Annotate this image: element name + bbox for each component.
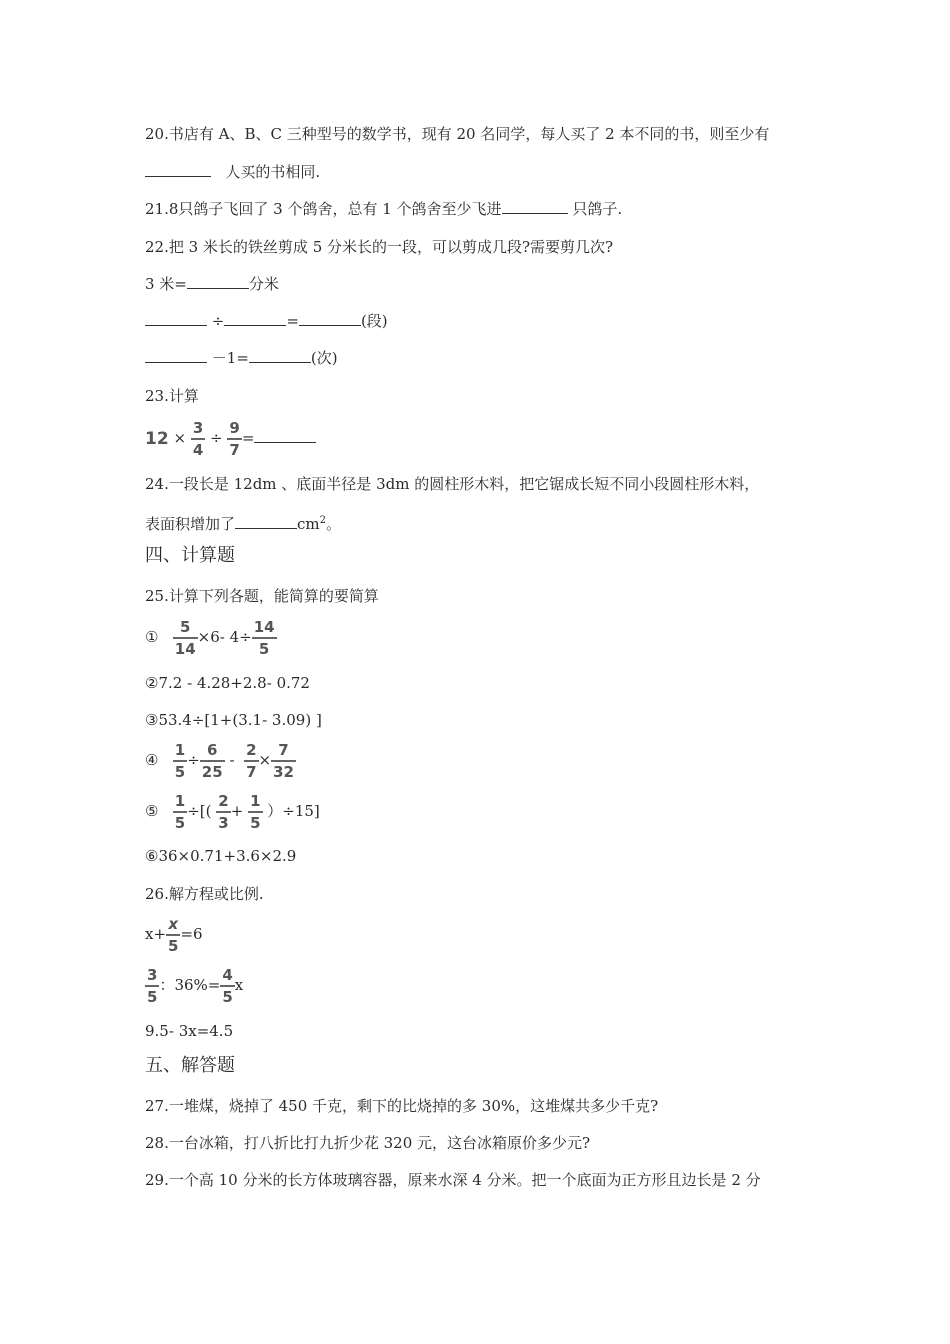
numerator: 9 (227, 418, 241, 440)
answer-blank[interactable] (145, 162, 211, 177)
denominator: 7 (229, 441, 240, 459)
q22-unit: (段) (360, 312, 388, 330)
equation-text: =6 (180, 925, 203, 943)
q26-equation-1 (145, 914, 203, 956)
equation-text: x+ (145, 925, 167, 943)
numerator: 1 (248, 791, 262, 813)
q20-text: 人买的书相同. (225, 163, 321, 181)
times-sign: × (173, 429, 187, 447)
fraction (227, 418, 241, 460)
equation-text: x (234, 976, 244, 994)
q21 (145, 199, 622, 219)
numerator: 3 (145, 965, 159, 987)
numerator: 1 (173, 791, 187, 813)
numerator: 6 (200, 740, 225, 762)
fraction (248, 791, 262, 833)
denominator: 25 (201, 763, 223, 781)
q23-expression (145, 418, 316, 460)
q20-line2 (145, 162, 320, 182)
fraction (173, 791, 187, 833)
equals-sign: = (286, 312, 299, 330)
equals-sign: = (241, 429, 255, 447)
numerator: 14 (252, 617, 277, 639)
q22-text: －1= (211, 349, 249, 367)
q24-line2 (145, 511, 341, 534)
fraction (145, 965, 159, 1007)
denominator: 5 (258, 640, 270, 658)
fraction (173, 740, 187, 782)
expr-text: ×6- 4÷ (197, 628, 252, 646)
q21-text-end: 只鸽子. (572, 200, 623, 218)
numerator: 4 (220, 965, 234, 987)
numerator: 1 (173, 740, 187, 762)
denominator: 32 (273, 763, 294, 781)
numerator: 2 (216, 791, 230, 813)
fraction (216, 791, 230, 833)
fraction (252, 617, 277, 659)
q22-unit: 分米 (248, 275, 279, 293)
minus-sign: - (229, 751, 235, 769)
q26-question: 26.解方程或比例. (145, 885, 264, 903)
denominator: 5 (174, 763, 186, 781)
item-number: ⑤ (145, 802, 159, 820)
q25-item-5 (145, 791, 320, 833)
q25-item-1 (145, 617, 277, 659)
q28: 28.一台冰箱，打八折比打九折少花 320 元，这台冰箱原价多少元? (145, 1134, 591, 1152)
fraction (191, 418, 205, 460)
fraction (173, 617, 198, 659)
q25-item-4 (145, 740, 296, 782)
numerator: 2 (244, 740, 258, 762)
denominator: 5 (174, 814, 186, 832)
q25-item-3: ③53.4÷[1+(3.1- 3.09) ] (145, 711, 322, 729)
answer-blank[interactable] (254, 428, 316, 443)
q23-question: 23.计算 (145, 387, 199, 405)
numerator: 7 (271, 740, 296, 762)
answer-blank[interactable] (249, 348, 311, 363)
q24-superscript: 2 (319, 515, 327, 526)
denominator: 5 (147, 988, 158, 1006)
fraction (220, 965, 234, 1007)
answer-blank[interactable] (145, 311, 207, 326)
q26-equation-2 (145, 965, 243, 1007)
q25-item-6: ⑥36×0.71+3.6×2.9 (145, 847, 297, 865)
section-5-heading: 五、解答题 (145, 1055, 235, 1076)
fraction (166, 914, 180, 956)
numerator: 3 (191, 418, 205, 440)
answer-blank[interactable] (145, 348, 207, 363)
equation-text: ：36%= (159, 976, 221, 994)
denominator: 4 (192, 441, 204, 459)
q25-question: 25.计算下列各题，能简算的要简算 (145, 587, 379, 605)
plus-sign: + (230, 802, 244, 820)
q22-line1 (145, 274, 279, 294)
denominator: 5 (250, 814, 261, 832)
times-sign: × (258, 751, 272, 769)
answer-blank[interactable] (299, 311, 361, 326)
q22-question: 22.把 3 米长的铁丝剪成 5 分米长的一段，可以剪成几段?需要剪几次? (145, 238, 614, 256)
answer-blank[interactable] (224, 311, 286, 326)
section-4-heading: 四、计算题 (145, 545, 235, 566)
bracket-text: ）÷15] (267, 802, 320, 820)
numerator: x (166, 914, 180, 936)
q25-item-2: ②7.2 - 4.28+2.8- 0.72 (145, 674, 310, 692)
q24-end: 。 (326, 515, 342, 533)
fraction (271, 740, 296, 782)
q20-line1: 20.书店有 A、B、C 三种型号的数学书，现有 20 名同学，每人买了 2 本不同的书，则至少有 (145, 125, 770, 143)
q22-unit: (次) (310, 349, 338, 367)
q22-line2 (145, 311, 388, 331)
numerator: 5 (173, 617, 198, 639)
item-number: ④ (145, 751, 159, 769)
item-number: ① (145, 628, 159, 646)
q23-number: 12 (145, 429, 169, 449)
answer-blank[interactable] (187, 274, 249, 289)
q24-unit: cm (297, 515, 320, 533)
answer-blank[interactable] (502, 199, 568, 214)
q22-text: 3 米= (145, 275, 187, 293)
q29: 29.一个高 10 分米的长方体玻璃容器，原来水深 4 分米。把一个底面为正方形且边长是 2 分 (145, 1171, 761, 1189)
denominator: 5 (168, 937, 179, 955)
divide-sign: ÷ (211, 312, 225, 330)
q24-text: 表面积增加了 (145, 515, 236, 533)
denominator: 7 (246, 763, 257, 781)
q24-line1: 24.一段长是 12dm 、底面半径是 3dm 的圆柱形木料，把它锯成长短不同小段圆柱形木料， (145, 475, 760, 493)
q21-text: 21.8只鸽子飞回了 3 个鸽舍，总有 1 个鸽舍至少飞进 (145, 200, 502, 218)
q26-equation-3: 9.5- 3x=4.5 (145, 1022, 234, 1040)
bracket-text: ÷[( (187, 802, 212, 820)
divide-sign: ÷ (210, 429, 223, 447)
denominator: 5 (222, 988, 233, 1006)
q22-line3 (145, 348, 338, 368)
denominator: 3 (218, 814, 229, 832)
answer-blank[interactable] (235, 514, 297, 529)
denominator: 14 (174, 640, 196, 658)
fraction (200, 740, 225, 782)
fraction (244, 740, 258, 782)
q27: 27.一堆煤，烧掉了 450 千克，剩下的比烧掉的多 30%，这堆煤共多少千克? (145, 1097, 659, 1115)
divide-sign: ÷ (187, 751, 200, 769)
